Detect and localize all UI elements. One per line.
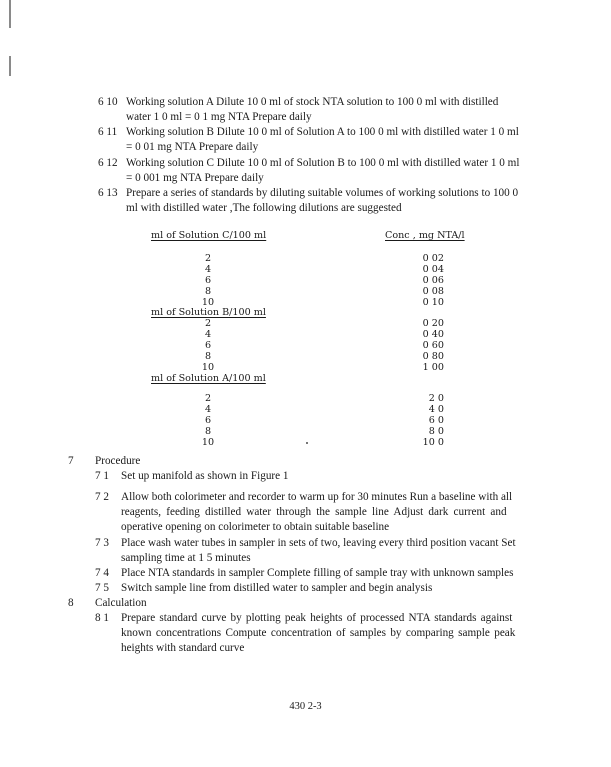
table-cell-ml: 10 [201, 362, 215, 373]
table-cell-conc: 0 20 [422, 318, 444, 329]
table-cell-conc: 0 06 [422, 275, 444, 286]
section-text: known concentrations Compute concentration of samples by comparing sample peak [121, 627, 516, 639]
conc-column-header: Conc , mg NTA/l [385, 230, 465, 241]
section-text: Switch sample line from distilled water to sampler and begin analysis [121, 582, 433, 594]
section-number: 7 5 [95, 582, 109, 594]
section-number: 8 [68, 597, 74, 609]
section-text: Prepare standard curve by plotting peak heights of processed NTA standards against [121, 612, 513, 624]
section-number: 8 1 [95, 612, 109, 624]
table-cell-ml: 4 [204, 404, 212, 415]
section-number: 7 2 [95, 491, 109, 503]
section-text: sampling time at 1 5 minutes [121, 552, 251, 564]
section-text: Set up manifold as shown in Figure 1 [121, 470, 289, 482]
table-cell-conc: 0 60 [422, 340, 444, 351]
table-cell-ml: 2 [204, 393, 212, 404]
table-group-header: ml of Solution B/100 ml [151, 307, 266, 318]
table-group-header: ml of Solution A/100 ml [151, 373, 266, 384]
section-text: heights with standard curve [121, 642, 245, 654]
section-number: 7 3 [95, 537, 109, 549]
table-cell-conc: 0 04 [422, 264, 444, 275]
table-cell-conc: 0 40 [422, 329, 444, 340]
section-text: operative opening on colorimeter to obtain suitable baseline [121, 521, 390, 533]
section-title: Calculation [95, 597, 147, 609]
section-text: Working solution A Dilute 10 0 ml of stock NTA solution to 100 0 ml with distilled [126, 96, 499, 108]
table-cell-conc: 10 0 [422, 437, 444, 448]
page-number: 430 2-3 [289, 701, 322, 712]
table-cell-ml: 2 [204, 318, 212, 329]
section-text: Place wash water tubes in sampler in sets of two, leaving every third position vacant Set [121, 537, 516, 549]
table-cell-conc: 0 80 [422, 351, 444, 362]
section-text: Place NTA standards in sampler Complete filling of sample tray with unknown samples [121, 567, 514, 579]
table-cell-conc: 4 0 [428, 404, 444, 415]
table-cell-ml: 6 [204, 275, 212, 286]
table-cell-conc: 0 02 [422, 253, 444, 264]
section-number: 6 11 [98, 126, 118, 138]
scan-margin-mark [9, 0, 11, 28]
section-text: = 0 001 mg NTA Prepare daily [126, 172, 264, 184]
table-group-header: ml of Solution C/100 ml [151, 230, 267, 241]
section-number: 6 12 [98, 157, 118, 169]
table-cell-ml: 6 [204, 340, 212, 351]
section-text: Working solution C Dilute 10 0 ml of Solution B to 100 0 ml with distilled water 1 0 ml [126, 157, 520, 169]
table-cell-ml: 4 [204, 329, 212, 340]
section-text: Prepare a series of standards by diluting suitable volumes of working solutions to 100 0 [126, 187, 519, 199]
table-cell-conc: 6 0 [428, 415, 444, 426]
table-cell-ml: 10 [201, 297, 215, 308]
section-number: 7 4 [95, 567, 109, 579]
section-text: ml with distilled water ,The following dilutions are suggested [126, 202, 402, 214]
table-cell-ml: 8 [204, 286, 212, 297]
section-text: reagents, feeding distilled water through the sample line Adjust dark current and [121, 506, 507, 518]
table-cell-conc: 1 00 [422, 362, 444, 373]
section-text: Allow both colorimeter and recorder to warm up for 30 minutes Run a baseline with all [121, 491, 513, 503]
scan-speck [306, 442, 308, 444]
section-number: 7 [68, 455, 74, 467]
table-cell-ml: 4 [204, 264, 212, 275]
section-text: = 0 01 mg NTA Prepare daily [126, 141, 259, 153]
table-cell-conc: 0 08 [422, 286, 444, 297]
table-cell-conc: 0 10 [422, 297, 444, 308]
table-cell-ml: 8 [204, 351, 212, 362]
scan-margin-mark [9, 56, 11, 76]
table-cell-conc: 8 0 [428, 426, 444, 437]
table-cell-ml: 8 [204, 426, 212, 437]
table-cell-ml: 2 [204, 253, 212, 264]
section-number: 6 10 [98, 96, 118, 108]
section-title: Procedure [95, 455, 141, 467]
table-cell-ml: 6 [204, 415, 212, 426]
section-text: Working solution B Dilute 10 0 ml of Solution A to 100 0 ml with distilled water 1 0 ml [126, 126, 519, 138]
section-text: water 1 0 ml = 0 1 mg NTA Prepare daily [126, 111, 312, 123]
section-number: 7 1 [95, 470, 109, 482]
table-cell-ml: 10 [201, 437, 215, 448]
table-cell-conc: 2 0 [428, 393, 444, 404]
section-number: 6 13 [98, 187, 118, 199]
